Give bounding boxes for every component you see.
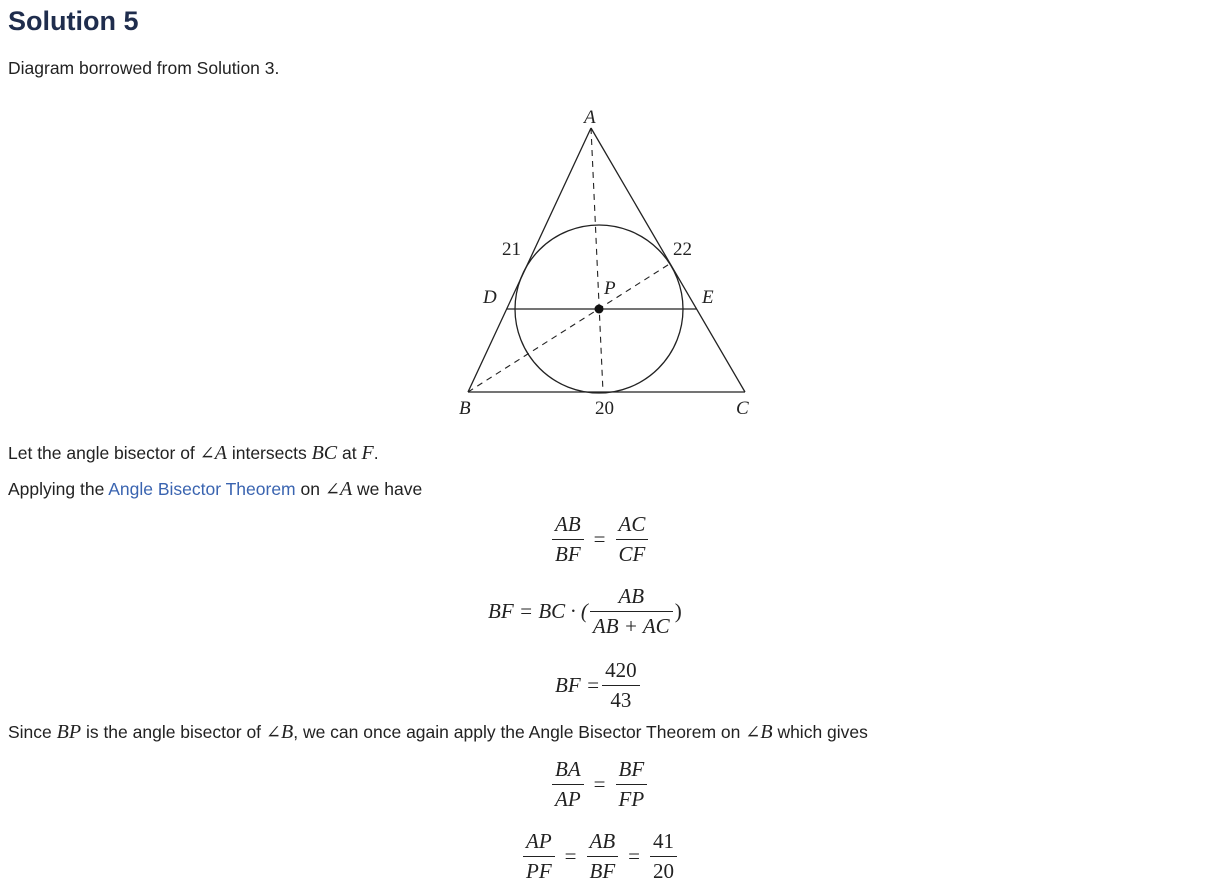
numerator: 41: [650, 827, 677, 857]
denominator: AB + AC: [592, 614, 670, 638]
label-e: E: [702, 287, 714, 308]
fraction: [616, 510, 649, 569]
expression: BF =: [555, 673, 601, 697]
denominator: 43: [610, 688, 632, 712]
side-ab: [468, 128, 591, 392]
text: intersects: [226, 443, 312, 463]
text: which gives: [772, 722, 868, 742]
text: , we can once again apply the Angle Bisector Theorem on: [293, 722, 746, 742]
math-var: BC: [311, 442, 338, 464]
text: Let the angle bisector of: [8, 443, 200, 463]
numerator: AB: [587, 827, 619, 857]
label-d: D: [483, 287, 497, 308]
label-a: A: [584, 107, 596, 128]
text: at: [337, 443, 362, 463]
math-var: F: [361, 442, 374, 464]
solution-heading: Solution 5: [8, 6, 139, 36]
fraction: [616, 755, 648, 814]
equation-3: [555, 656, 642, 715]
angle-bisector-theorem-link[interactable]: Angle Bisector Theorem: [108, 479, 296, 499]
numerator: 420: [602, 656, 640, 686]
math-var: A: [339, 478, 353, 500]
equals-sign: =: [593, 527, 606, 551]
equals-sign: =: [564, 844, 577, 868]
fraction: [650, 827, 677, 886]
math-var: BP: [56, 721, 82, 743]
text: is the angle bisector of: [81, 722, 266, 742]
angle-symbol: ∠: [199, 443, 215, 464]
fraction: [602, 656, 640, 715]
equation-2: [488, 582, 682, 641]
bisector-from-a: [591, 128, 603, 392]
math-var: B: [281, 721, 294, 743]
numerator: AB: [552, 510, 584, 540]
numerator: BA: [552, 755, 584, 785]
text: Applying the: [8, 479, 109, 499]
text: we have: [352, 479, 423, 499]
numerator: AP: [523, 827, 555, 857]
math-var: A: [214, 442, 227, 464]
denominator: AP: [555, 787, 581, 811]
fraction: [552, 755, 584, 814]
paragraph-2: [8, 478, 422, 501]
paragraph-3: [8, 721, 868, 744]
paragraph-1: [8, 442, 379, 465]
fraction: [590, 582, 673, 641]
numerator: AC: [616, 510, 649, 540]
denominator: FP: [618, 787, 645, 811]
intro-text: Diagram borrowed from Solution 3.: [8, 58, 280, 78]
denominator: CF: [618, 542, 646, 566]
numerator: BF: [616, 755, 648, 785]
text: .: [373, 443, 379, 463]
numerator: AB: [590, 582, 673, 612]
angle-symbol: ∠: [265, 722, 281, 743]
label-c: C: [736, 398, 749, 419]
fraction: [587, 827, 619, 886]
equation-5: [521, 827, 679, 886]
equals-sign: =: [628, 844, 640, 868]
label-22: 22: [673, 239, 692, 260]
fraction: [552, 510, 584, 569]
denominator: 20: [653, 859, 674, 883]
denominator: BF: [589, 859, 616, 883]
text: on: [295, 479, 325, 499]
geometry-diagram: [0, 0, 1215, 430]
denominator: BF: [555, 542, 581, 566]
equation-4: [550, 755, 649, 814]
label-20: 20: [595, 398, 614, 419]
label-p: P: [604, 278, 616, 299]
angle-symbol: ∠: [745, 722, 761, 743]
close-paren: ): [674, 599, 682, 623]
equals-sign: =: [593, 772, 606, 796]
expression: BF = BC · (: [488, 599, 588, 623]
math-var: B: [760, 721, 773, 743]
text: Since: [8, 722, 57, 742]
fraction: [523, 827, 555, 886]
label-21: 21: [502, 239, 521, 260]
point-p: [595, 305, 604, 314]
label-b: B: [459, 398, 471, 419]
denominator: PF: [526, 859, 552, 883]
equation-1: [550, 510, 650, 569]
angle-symbol: ∠: [324, 479, 340, 500]
